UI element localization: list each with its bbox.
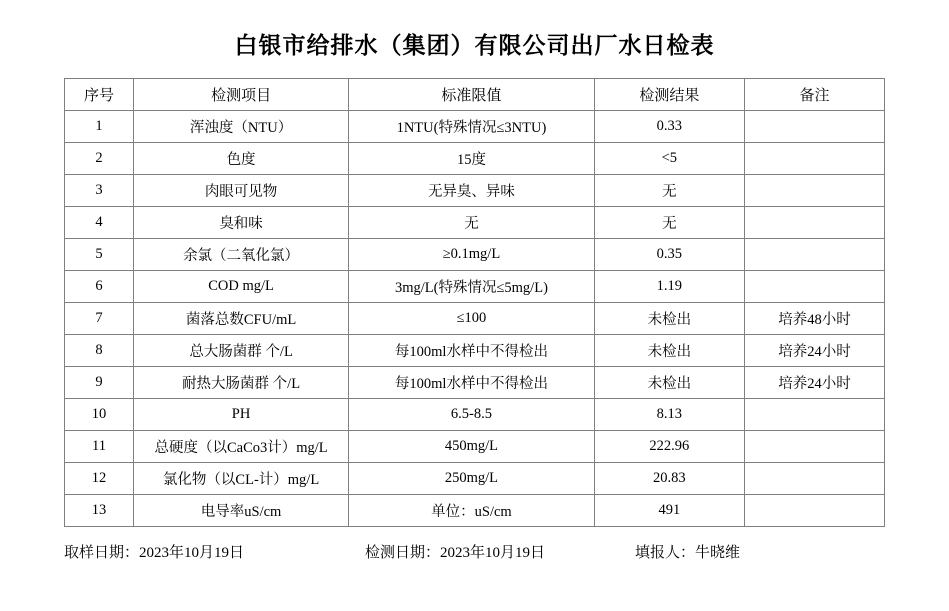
table-row: [65, 367, 885, 399]
cell-note: [744, 431, 884, 463]
cell-item: 菌落总数CFU/mL: [134, 303, 349, 335]
cell-no: 4: [65, 207, 134, 239]
cell-result: 未检出: [594, 303, 744, 335]
table-row: [65, 239, 885, 271]
cell-note: [744, 111, 884, 143]
page-title: 白银市给排水（集团）有限公司出厂水日检表: [234, 33, 715, 58]
cell-limit: 无: [349, 207, 595, 239]
column-header-result: 检测结果: [594, 79, 744, 111]
table-header-row: [65, 79, 885, 111]
cell-item: 余氯（二氧化氯）: [134, 239, 349, 271]
cell-result: 20.83: [594, 463, 744, 495]
cell-limit: 1NTU(特殊情况≤3NTU): [349, 111, 595, 143]
cell-no: 10: [65, 399, 134, 431]
cell-item: 色度: [134, 143, 349, 175]
cell-no: 3: [65, 175, 134, 207]
table-body: [65, 111, 885, 527]
column-header-no: 序号: [65, 79, 134, 111]
column-header-item: 检测项目: [134, 79, 349, 111]
table-row: [65, 175, 885, 207]
cell-result: 未检出: [594, 335, 744, 367]
cell-note: [744, 143, 884, 175]
cell-limit: ≥0.1mg/L: [349, 239, 595, 271]
cell-no: 2: [65, 143, 134, 175]
cell-item: 电导率uS/cm: [134, 495, 349, 527]
table-row: [65, 399, 885, 431]
column-header-limit: 标准限值: [349, 79, 595, 111]
cell-no: 7: [65, 303, 134, 335]
cell-no: 8: [65, 335, 134, 367]
cell-item: 浑浊度（NTU）: [134, 111, 349, 143]
cell-limit: 6.5-8.5: [349, 399, 595, 431]
cell-limit: 无异臭、异味: [349, 175, 595, 207]
cell-limit: 15度: [349, 143, 595, 175]
cell-note: [744, 239, 884, 271]
cell-note: [744, 495, 884, 527]
cell-limit: 每100ml水样中不得检出: [349, 335, 595, 367]
cell-note: [744, 271, 884, 303]
daily-inspection-table: [64, 78, 885, 527]
cell-result: 491: [594, 495, 744, 527]
filler-name: 填报人：牛晓维: [635, 545, 741, 561]
table-row: [65, 303, 885, 335]
table-row: [65, 463, 885, 495]
cell-item: 氯化物（以CL-计）mg/L: [134, 463, 349, 495]
table-row: [65, 143, 885, 175]
cell-item: 总大肠菌群 个/L: [134, 335, 349, 367]
table-header: [65, 79, 885, 111]
table-row: [65, 271, 885, 303]
cell-result: 未检出: [594, 367, 744, 399]
cell-limit: 250mg/L: [349, 463, 595, 495]
cell-no: 1: [65, 111, 134, 143]
cell-item: PH: [134, 399, 349, 431]
cell-note: 培养48小时: [744, 303, 884, 335]
cell-no: 9: [65, 367, 134, 399]
cell-limit: 3mg/L(特殊情况≤5mg/L): [349, 271, 595, 303]
cell-item: COD mg/L: [134, 271, 349, 303]
cell-limit: 450mg/L: [349, 431, 595, 463]
cell-result: 无: [594, 175, 744, 207]
cell-item: 总硬度（以CaCo3计）mg/L: [134, 431, 349, 463]
cell-no: 12: [65, 463, 134, 495]
cell-result: 0.35: [594, 239, 744, 271]
cell-note: [744, 399, 884, 431]
cell-result: <5: [594, 143, 744, 175]
cell-no: 11: [65, 431, 134, 463]
cell-result: 1.19: [594, 271, 744, 303]
cell-result: 0.33: [594, 111, 744, 143]
cell-note: 培养24小时: [744, 367, 884, 399]
cell-note: [744, 175, 884, 207]
cell-result: 222.96: [594, 431, 744, 463]
cell-note: [744, 463, 884, 495]
cell-result: 8.13: [594, 399, 744, 431]
cell-note: 培养24小时: [744, 335, 884, 367]
cell-no: 6: [65, 271, 134, 303]
sample-date: 取样日期：2023年10月19日: [64, 545, 245, 561]
cell-item: 耐热大肠菌群 个/L: [134, 367, 349, 399]
table-row: [65, 207, 885, 239]
cell-no: 5: [65, 239, 134, 271]
test-date: 检测日期：2023年10月19日: [365, 545, 546, 561]
cell-result: 无: [594, 207, 744, 239]
cell-limit: 每100ml水样中不得检出: [349, 367, 595, 399]
cell-no: 13: [65, 495, 134, 527]
cell-item: 臭和味: [134, 207, 349, 239]
footer: [0, 541, 949, 565]
table-row: [65, 431, 885, 463]
table-row: [65, 495, 885, 527]
cell-limit: 单位：uS/cm: [349, 495, 595, 527]
table-row: [65, 111, 885, 143]
column-header-note: 备注: [744, 79, 884, 111]
cell-limit: ≤100: [349, 303, 595, 335]
cell-item: 肉眼可见物: [134, 175, 349, 207]
table-row: [65, 335, 885, 367]
report-table-container: [0, 78, 949, 527]
cell-note: [744, 207, 884, 239]
